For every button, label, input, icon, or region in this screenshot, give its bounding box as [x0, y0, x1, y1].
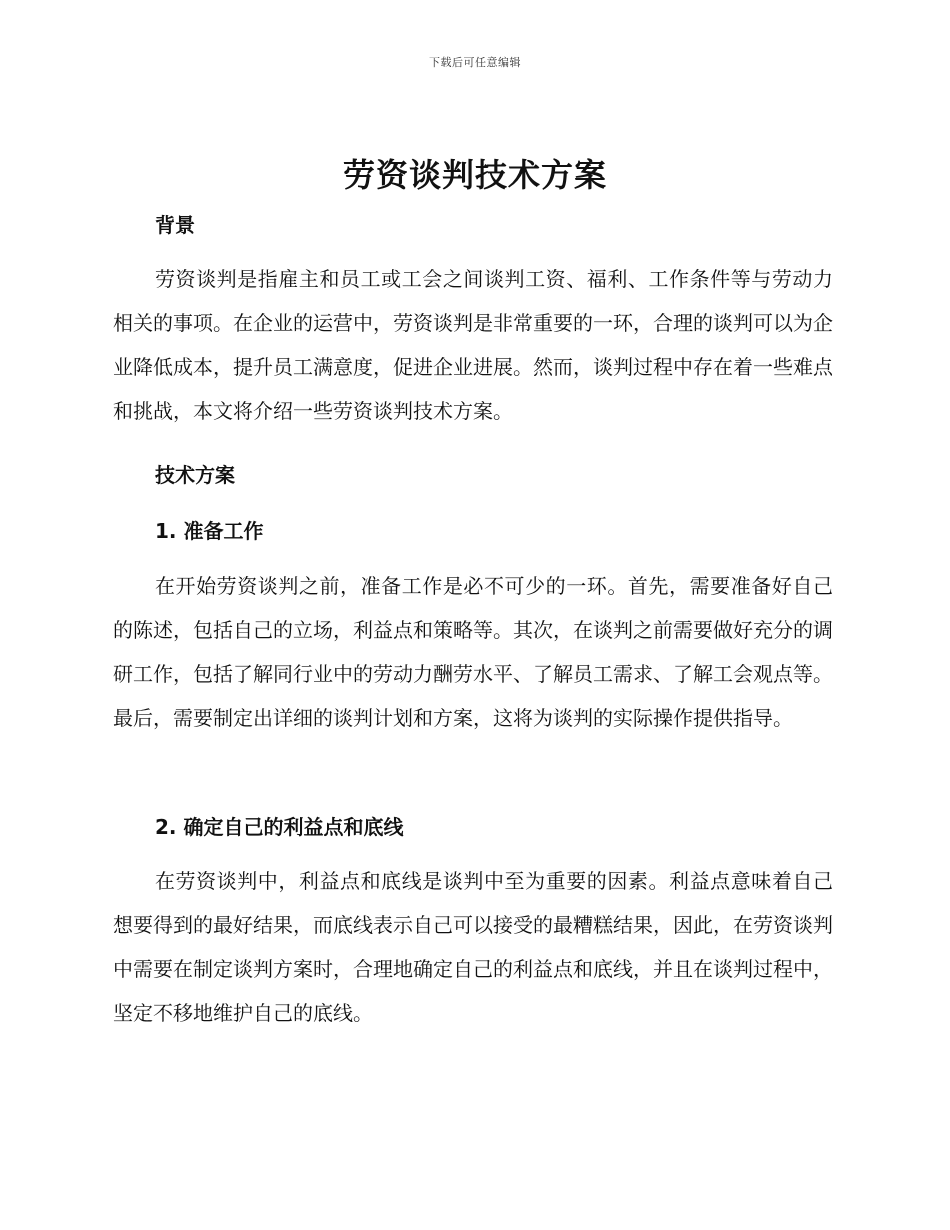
section-heading-tech: 技术方案 [155, 463, 235, 487]
header-note: 下载后可任意编辑 [429, 56, 521, 69]
section-heading-background: 背景 [155, 213, 195, 237]
section-heading-step1: 1. 准备工作 [155, 519, 264, 543]
document-title: 劳资谈判技术方案 [342, 156, 607, 194]
paragraph-step2: 在劳资谈判中，利益点和底线是谈判中至为重要的因素。利益点意味着自己想要得到的最好结果，而底线表示自己可以接受的最糟糕结果，因此，在劳资谈判中需要在制定谈判方案时，合理地确定自己的利益点和底线，并且在谈判过程中，坚定不移地维护自己的底线。 [113, 869, 833, 1025]
paragraph-background: 劳资谈判是指雇主和员工或工会之间谈判工资、福利、工作条件等与劳动力相关的事项。在企业的运营中，劳资谈判是非常重要的一环，合理的谈判可以为企业降低成本，提升员工满意度，促进企业进展。然而，谈判过程中存在着一些难点和挑战，本文将介绍一些劳资谈判技术方案。 [113, 267, 833, 423]
paragraph-step1: 在开始劳资谈判之前，准备工作是必不可少的一环。首先，需要准备好自己的陈述，包括自己的立场，利益点和策略等。其次，在谈判之前需要做好充分的调研工作，包括了解同行业中的劳动力酬劳水平、了解员工需求、了解工会观点等。最后，需要制定出详细的谈判计划和方案，这将为谈判的实际操作提供指导。 [113, 574, 833, 730]
section-heading-step2: 2. 确定自己的利益点和底线 [155, 815, 404, 839]
